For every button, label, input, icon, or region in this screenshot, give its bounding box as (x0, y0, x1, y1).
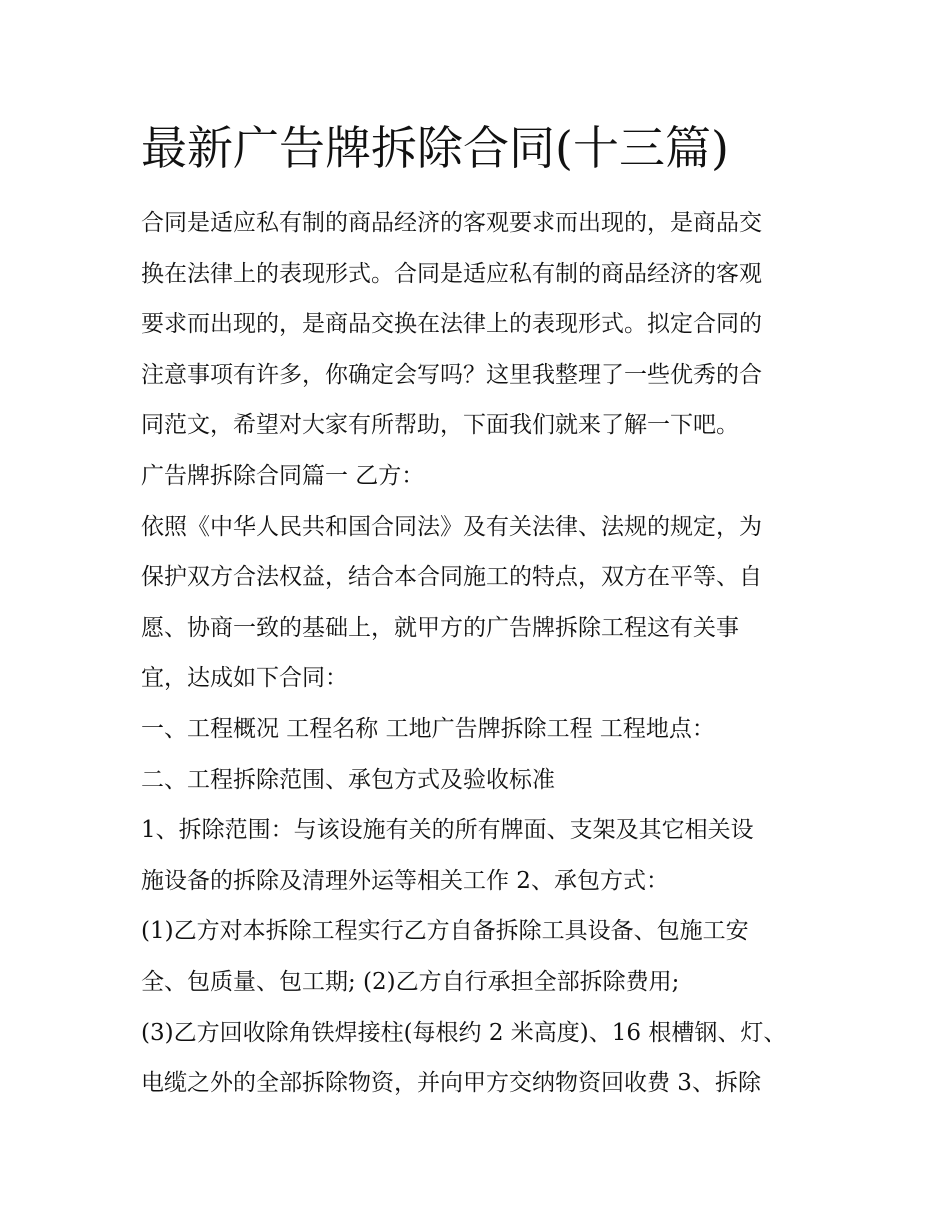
body-line: 注意事项有许多，你确定会写吗？这里我整理了一些优秀的合 (141, 361, 762, 388)
clause-line: 一、工程概况 工程名称 工地广告牌拆除工程 工程地点： (141, 715, 715, 742)
clause-line: 1、拆除范围：与该设施有关的所有牌面、支架及其它相关设 (141, 817, 754, 844)
body-line: 宜，达成如下合同： (141, 665, 348, 692)
body-line: 同范文，希望对大家有所帮助，下面我们就来了解一下吧。 (141, 412, 739, 439)
clause-line: (3)乙方回收除角铁焊接柱(每根约 2 米高度)、16 根槽钢、灯、 (141, 1019, 787, 1046)
clause-line: 电缆之外的全部拆除物资，并向甲方交纳物资回收费 3、拆除 (141, 1070, 761, 1097)
body-line: 依照《中华人民共和国合同法》及有关法律、法规的规定，为 (141, 513, 762, 540)
body-line: 合同是适应私有制的商品经济的客观要求而出现的，是商品交 (141, 210, 762, 236)
body-line: 换在法律上的表现形式。合同是适应私有制的商品经济的客观 (141, 260, 762, 287)
clause-line: 二、工程拆除范围、承包方式及验收标准 (141, 766, 555, 793)
clause-line: 全、包质量、包工期; (2)乙方自行承担全部拆除费用; (141, 968, 680, 995)
clause-line: (1)乙方对本拆除工程实行乙方自备拆除工具设备、包施工安 (141, 918, 749, 945)
clause-line: 施设备的拆除及清理外运等相关工作 2、承包方式： (141, 867, 669, 894)
body-line: 要求而出现的，是商品交换在法律上的表现形式。拟定合同的 (141, 311, 762, 338)
body-line: 保护双方合法权益，结合本合同施工的特点，双方在平等、自 (141, 564, 762, 591)
body-line: 愿、协商一致的基础上，就甲方的广告牌拆除工程这有关事 (141, 614, 739, 641)
document-body (141, 198, 821, 1109)
document-title: 最新广告牌拆除合同(十三篇) (141, 121, 729, 175)
document-page (141, 108, 821, 1109)
section-heading: 广告牌拆除合同篇一 乙方： (141, 462, 425, 489)
